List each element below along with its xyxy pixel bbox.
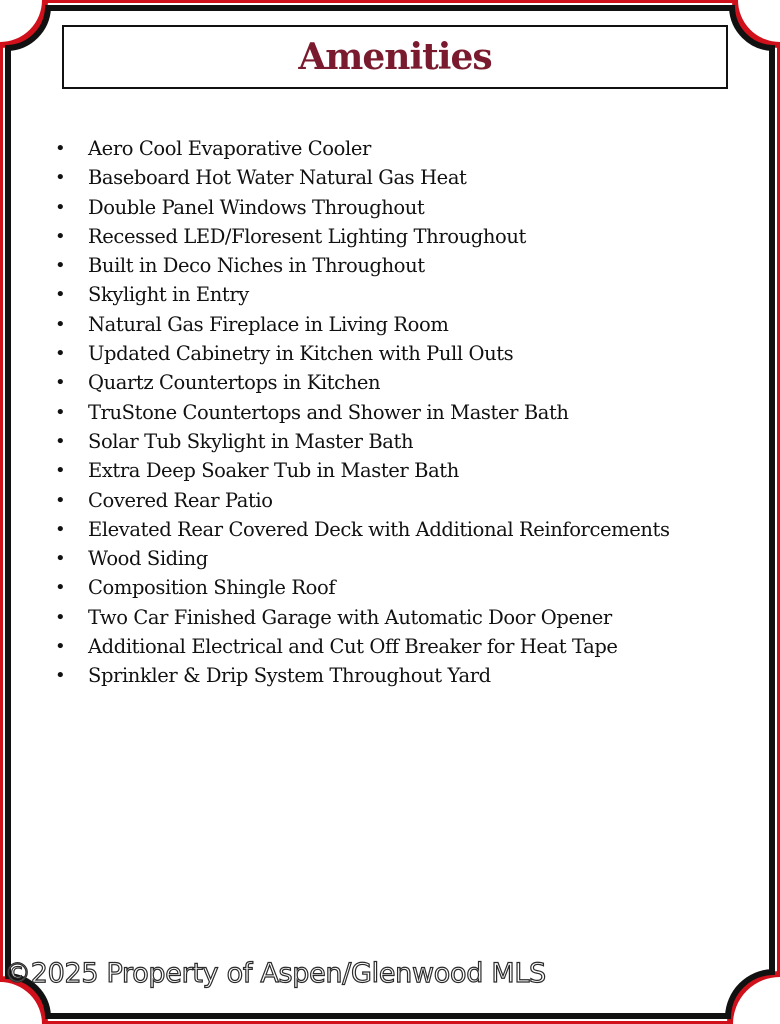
bullet-icon: • xyxy=(55,196,66,218)
amenity-label: Built in Deco Niches in Throughout xyxy=(88,254,425,278)
amenity-list xyxy=(55,134,670,691)
amenity-label: Covered Rear Patio xyxy=(88,488,273,512)
amenity-label: Natural Gas Fireplace in Living Room xyxy=(88,312,449,336)
list-item xyxy=(55,134,670,163)
amenity-label: Updated Cabinetry in Kitchen with Pull Outs xyxy=(88,342,514,366)
page-title: Amenities xyxy=(298,36,492,78)
list-item xyxy=(55,280,670,309)
amenity-label: Additional Electrical and Cut Off Breaker for Heat Tape xyxy=(88,635,618,659)
amenity-label: Aero Cool Evaporative Cooler xyxy=(88,137,371,160)
bullet-icon: • xyxy=(55,460,66,482)
bullet-icon: • xyxy=(55,372,66,394)
amenity-label: Composition Shingle Roof xyxy=(88,576,336,600)
amenity-label: Two Car Finished Garage with Automatic Door Opener xyxy=(88,605,612,629)
amenity-label: Skylight in Entry xyxy=(88,283,249,307)
bullet-icon: • xyxy=(55,489,66,511)
list-item xyxy=(55,251,670,280)
bullet-icon: • xyxy=(55,138,66,159)
list-item xyxy=(55,573,670,602)
list-item xyxy=(55,456,670,485)
amenity-label: Extra Deep Soaker Tub in Master Bath xyxy=(88,459,459,483)
amenity-label: Elevated Rear Covered Deck with Additional Reinforcements xyxy=(88,517,670,541)
list-item xyxy=(55,515,670,544)
bullet-icon: • xyxy=(55,401,66,423)
bullet-icon: • xyxy=(55,430,66,452)
list-item xyxy=(55,661,670,690)
list-item xyxy=(55,339,670,368)
bullet-icon: • xyxy=(55,225,66,247)
bullet-icon: • xyxy=(55,255,66,277)
list-item xyxy=(55,427,670,456)
amenity-label: Baseboard Hot Water Natural Gas Heat xyxy=(88,166,467,190)
list-item xyxy=(55,310,670,339)
bullet-icon: • xyxy=(55,548,66,570)
list-item xyxy=(55,193,670,222)
bullet-icon: • xyxy=(55,313,66,335)
title-box xyxy=(62,25,728,89)
bullet-icon: • xyxy=(55,606,66,628)
list-item xyxy=(55,222,670,251)
list-item xyxy=(55,544,670,573)
list-item xyxy=(55,603,670,632)
list-item xyxy=(55,486,670,515)
list-item xyxy=(55,163,670,192)
amenity-label: Wood Siding xyxy=(88,547,208,571)
amenity-label: Quartz Countertops in Kitchen xyxy=(88,371,381,395)
list-item xyxy=(55,368,670,397)
amenity-label: Recessed LED/Floresent Lighting Throughout xyxy=(88,224,526,248)
bullet-icon: • xyxy=(55,167,66,189)
copyright-watermark: ©2025 Property of Aspen/Glenwood MLS xyxy=(4,958,546,989)
bullet-icon: • xyxy=(55,665,66,687)
list-item xyxy=(55,398,670,427)
bullet-icon: • xyxy=(55,518,66,540)
amenity-label: Double Panel Windows Throughout xyxy=(88,195,425,219)
bullet-icon: • xyxy=(55,343,66,365)
list-item xyxy=(55,632,670,661)
bullet-icon: • xyxy=(55,577,66,599)
amenity-label: TruStone Countertops and Shower in Master Bath xyxy=(88,400,569,424)
bullet-icon: • xyxy=(55,284,66,306)
amenity-label: Solar Tub Skylight in Master Bath xyxy=(88,429,414,453)
amenity-label: Sprinkler & Drip System Throughout Yard xyxy=(88,664,491,688)
bullet-icon: • xyxy=(55,636,66,658)
